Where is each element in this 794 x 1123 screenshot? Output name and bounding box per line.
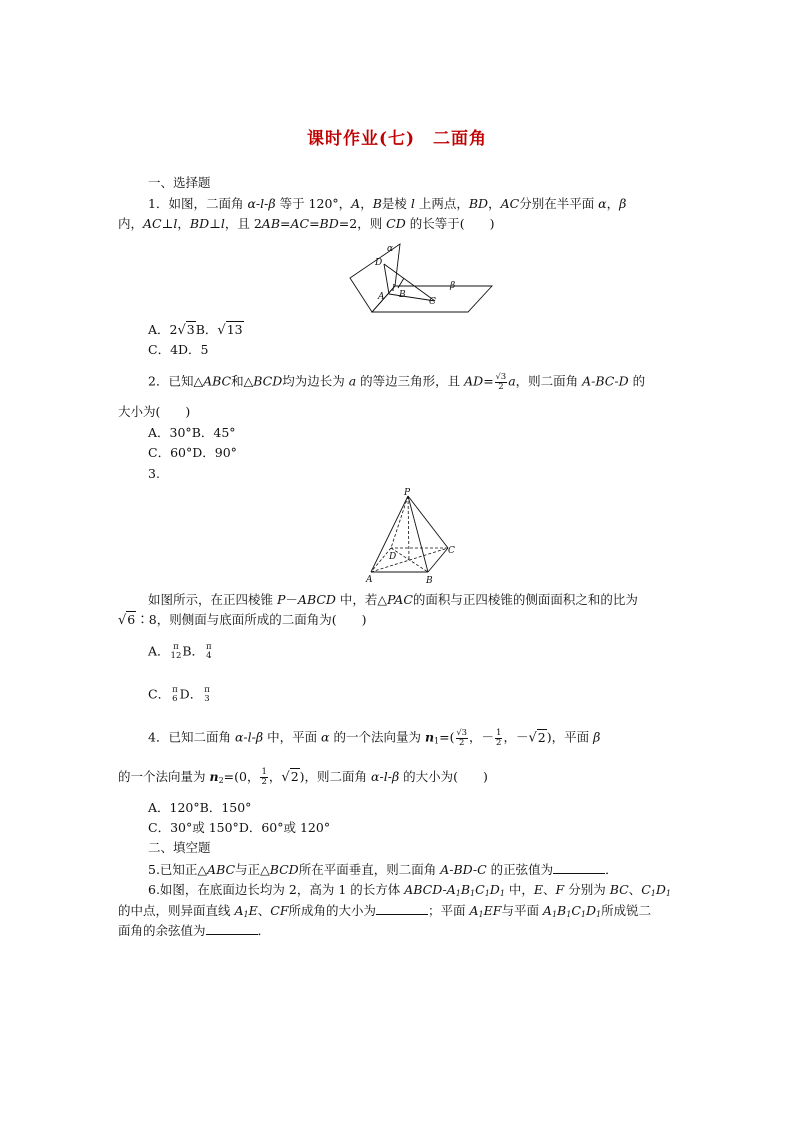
q1-dihedral-figure <box>340 238 500 318</box>
height-PO <box>408 496 409 560</box>
q1-options-cd: C．4D．5 <box>148 342 209 357</box>
q6-answer-blank-2[interactable] <box>206 922 258 935</box>
q3-options-ab: A． π 12 B． π 4 <box>148 642 212 661</box>
edge-PB <box>408 496 428 572</box>
page-title: 课时作业(七) 二面角 <box>306 129 488 149</box>
label-D: D <box>389 552 397 562</box>
q1-line1: 1．如图，二面角 α-l-β 等于 120°，A，B是棱 l 上两点，BD，AC分别在半平面 α，β <box>148 196 627 211</box>
q2-line1: 2．已知△ABC和△BCD均为边长为 a 的等边三角形，且 AD= $\frac{√3}{2}$ a，则二面角 A-BC-D 的 <box>148 372 646 392</box>
label-alpha: α <box>387 244 394 254</box>
edge-PC <box>408 496 448 548</box>
q3-line2: √6∶8，则侧面与底面所成的二面角为( ) <box>118 612 367 628</box>
q4-line1: 4．已知二面角 α-l-β 中，平面 α 的一个法向量为 $n_1=$( $\frac{√3}{2}$ ，－ $\frac{1}{2}$ ，－√2)，平面 β <box>148 727 601 748</box>
section-choice: 一、选择题 <box>148 175 211 190</box>
label-C: C <box>448 546 455 556</box>
q2-options-ab: A．30°B．45° <box>148 425 236 440</box>
q6-line2: 的中点，则异面直线 $A_1E$、CF所成角的大小为 ；平面 $A_1EF$与平面 $A_1B_1C_1D_1$所成锐二 <box>118 903 652 919</box>
label-B: B <box>399 290 406 300</box>
edge-PD <box>391 496 408 548</box>
segment-DC <box>384 264 435 301</box>
label-B: B <box>426 576 433 586</box>
q6-answer-blank-1[interactable] <box>376 902 428 915</box>
q1-line2: 内，AC⊥l，BD⊥l，且 2AB=AC=BD=2，则 CD 的长等于( ) <box>118 216 495 231</box>
q5-line: 5.已知正△ABC与正△BCD所在平面垂直，则二面角 A-BD-C 的正弦值为 ． <box>148 862 618 877</box>
section-fill: 二、填空题 <box>148 840 211 855</box>
q3-pyramid-figure <box>360 486 470 586</box>
q5-answer-blank[interactable] <box>553 861 605 874</box>
q3-options-cd: C． π 6 D． π 3 <box>148 685 210 704</box>
q2-line2: 大小为( ) <box>118 404 191 419</box>
label-C: C <box>429 297 436 307</box>
label-D: D <box>375 258 383 268</box>
edge-BC <box>428 548 448 572</box>
q4-options-cd: C．30°或 150°D．60°或 120° <box>148 820 331 835</box>
q1-options-ab: A．2√3B．√13 <box>148 322 243 338</box>
label-A: A <box>366 575 373 585</box>
q6-line3: 面角的余弦值为 ． <box>118 923 271 938</box>
q4-options-ab: A．120°B．150° <box>148 800 252 815</box>
label-A: A <box>378 292 385 302</box>
q4-line2: 的一个法向量为 $n_2=(0$， $\frac{1}{2}$ ，√2)，则二面角 α-l-β 的大小为( ) <box>118 767 488 787</box>
label-l: l <box>392 284 395 294</box>
label-beta: β <box>450 281 456 291</box>
segment-DA <box>384 264 389 294</box>
q3-line1: 如图所示，在正四棱锥 P－ABCD 中，若△PAC的面积与正四棱锥的侧面面积之和的比为 <box>148 592 638 607</box>
segment-BD <box>398 278 404 288</box>
label-P: P <box>404 488 411 498</box>
q3-number: 3. <box>148 466 160 481</box>
plane-alpha <box>350 244 400 312</box>
q6-line1: 6.如图，在底面边长均为 2，高为 1 的长方体 ABCD-$A_1B_1C_1D_1$ 中，E、F 分别为 BC、$C_1D_1$ <box>148 882 671 898</box>
q2-options-cd: C．60°D．90° <box>148 445 237 460</box>
